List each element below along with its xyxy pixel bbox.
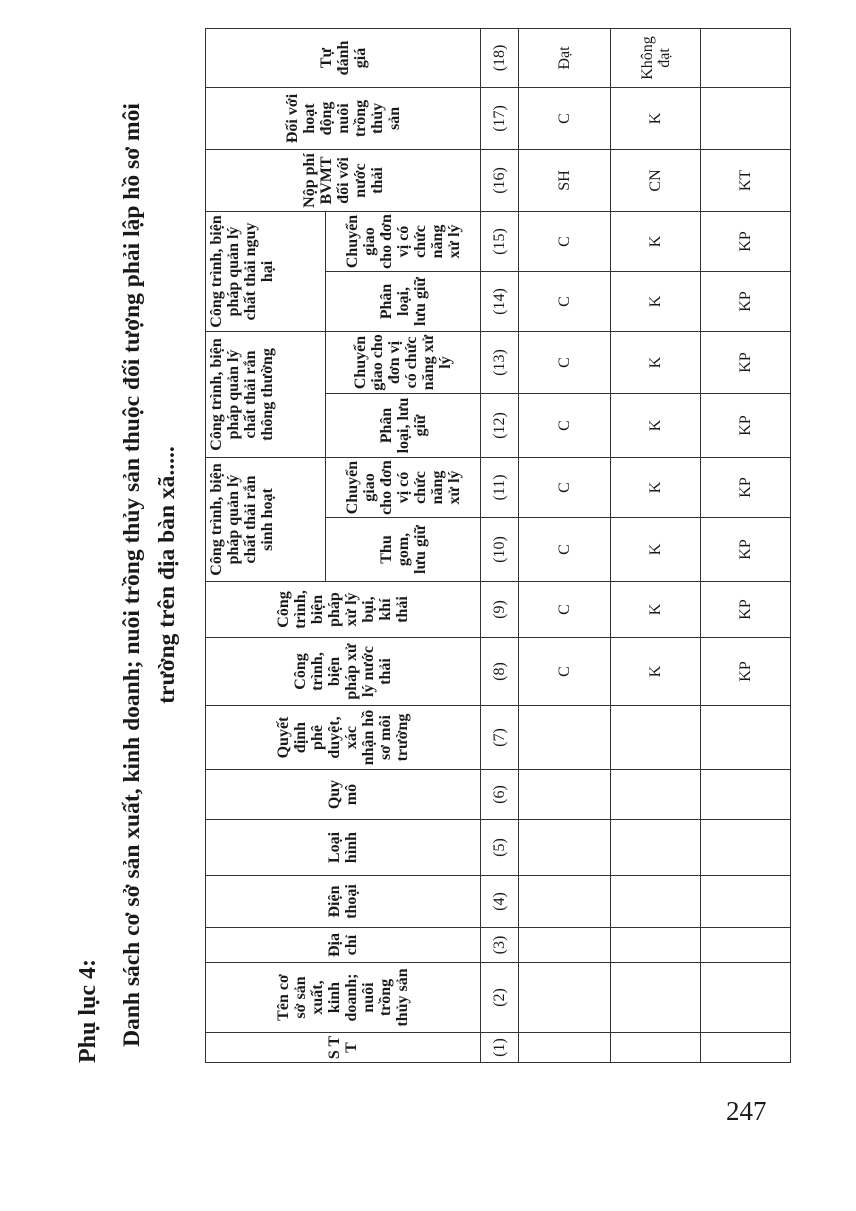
column-number: (17) [481, 87, 519, 149]
cell-hazardous-classify: K [611, 271, 701, 331]
column-number: (2) [481, 963, 519, 1033]
cell-normal-classify: KP [701, 394, 791, 458]
column-number: (12) [481, 394, 519, 458]
cell-normal-classify: K [611, 394, 701, 458]
cell-normal-transfer: KP [701, 331, 791, 393]
cell-fee: CN [611, 149, 701, 211]
table-row [611, 28, 701, 1062]
column-number: (4) [481, 876, 519, 928]
header-type: Loại hình [206, 820, 481, 876]
establishment-table [205, 28, 791, 1063]
table-row [519, 28, 611, 1062]
cell-aquaculture [701, 87, 791, 149]
cell-normal-transfer: K [611, 331, 701, 393]
table-row [701, 28, 791, 1062]
cell-normal-classify: C [519, 394, 611, 458]
column-number: (16) [481, 149, 519, 211]
cell-domestic-collect: K [611, 518, 701, 582]
cell-hazardous-transfer: K [611, 211, 701, 271]
header-scale: Quy mô [206, 770, 481, 820]
header-wastewater: Công trình, biện pháp xử lý nước thải [206, 638, 481, 706]
cell-self-assessment [701, 28, 791, 87]
cell-dust: KP [701, 582, 791, 638]
cell-hazardous-transfer: C [519, 211, 611, 271]
header-hazardous-waste: Công trình, biện pháp quản lý chất thải nguy hại [206, 211, 326, 331]
cell-hazardous-classify: KP [701, 271, 791, 331]
column-number: (6) [481, 770, 519, 820]
header-hazardous-transfer: Chuyển giao cho đơn vị có chức năng xử lý [326, 211, 481, 271]
header-domestic-transfer: Chuyển giao cho đơn vị có chức năng xử lý [326, 458, 481, 518]
cell-aquaculture: K [611, 87, 701, 149]
column-number: (1) [481, 1033, 519, 1063]
header-address: Địa chỉ [206, 928, 481, 963]
header-aquaculture: Đối với hoạt động nuôi trồng thủy sản [206, 87, 481, 149]
cell-domestic-transfer: C [519, 458, 611, 518]
cell-wastewater: K [611, 638, 701, 706]
header-fee: Nộp phí BVMT đối với nước thải [206, 149, 481, 211]
column-number: (10) [481, 518, 519, 582]
header-decision: Quyết định phê duyệt, xác nhận hồ sơ môi trường [206, 706, 481, 770]
cell-hazardous-classify: C [519, 271, 611, 331]
header-normal-classify: Phân loại, lưu giữ [326, 394, 481, 458]
page-title: Danh sách cơ sở sản xuất, kinh doanh; nuôi trồng thủy sản thuộc đối tượng phải lập hồ sơ môi trường trên địa bàn xã..... [119, 103, 180, 1047]
cell-wastewater: C [519, 638, 611, 706]
column-number: (3) [481, 928, 519, 963]
column-number: (14) [481, 271, 519, 331]
page-number: 247 [726, 1096, 767, 1126]
header-normal-transfer: Chuyển giao cho đơn vị có chức năng xử lý [326, 331, 481, 393]
rotated-page-content [75, 36, 790, 1063]
column-number-row [481, 28, 519, 1062]
cell-normal-transfer: C [519, 331, 611, 393]
cell-dust: K [611, 582, 701, 638]
column-number: (7) [481, 706, 519, 770]
header-name: Tên cơ sở sản xuất, kinh doanh; nuôi trồng thủy sản [206, 963, 481, 1033]
cell-self-assessment: Đạt [519, 28, 611, 87]
header-phone: Điện thoại [206, 876, 481, 928]
cell-dust: C [519, 582, 611, 638]
cell-self-assessment: Không đạt [611, 28, 701, 87]
cell-hazardous-transfer: KP [701, 211, 791, 271]
cell-domestic-collect: KP [701, 518, 791, 582]
column-number: (18) [481, 28, 519, 87]
appendix-label: Phụ lục 4: [75, 958, 101, 1063]
column-number: (8) [481, 638, 519, 706]
column-number: (5) [481, 820, 519, 876]
cell-domestic-transfer: KP [701, 458, 791, 518]
header-stt: S T T [206, 1033, 481, 1063]
cell-aquaculture: C [519, 87, 611, 149]
header-dust: Công trình, biện pháp xử lý bụi, khí thải [206, 582, 481, 638]
column-number: (15) [481, 211, 519, 271]
cell-domestic-collect: C [519, 518, 611, 582]
header-domestic-collect: Thu gom, lưu giữ [326, 518, 481, 582]
column-number: (13) [481, 331, 519, 393]
cell-fee: KT [701, 149, 791, 211]
column-number: (9) [481, 582, 519, 638]
header-normal-waste: Công trình, biện pháp quản lý chất thải rắn thông thường [206, 331, 326, 457]
cell-fee: SH [519, 149, 611, 211]
column-number: (11) [481, 458, 519, 518]
header-hazardous-classify: Phân loại, lưu giữ [326, 271, 481, 331]
header-domestic-waste: Công trình, biện pháp quản lý chất thải rắn sinh hoạt [206, 458, 326, 582]
cell-domestic-transfer: K [611, 458, 701, 518]
cell-wastewater: KP [701, 638, 791, 706]
header-self-assessment: Tự đánh giá [206, 28, 481, 87]
